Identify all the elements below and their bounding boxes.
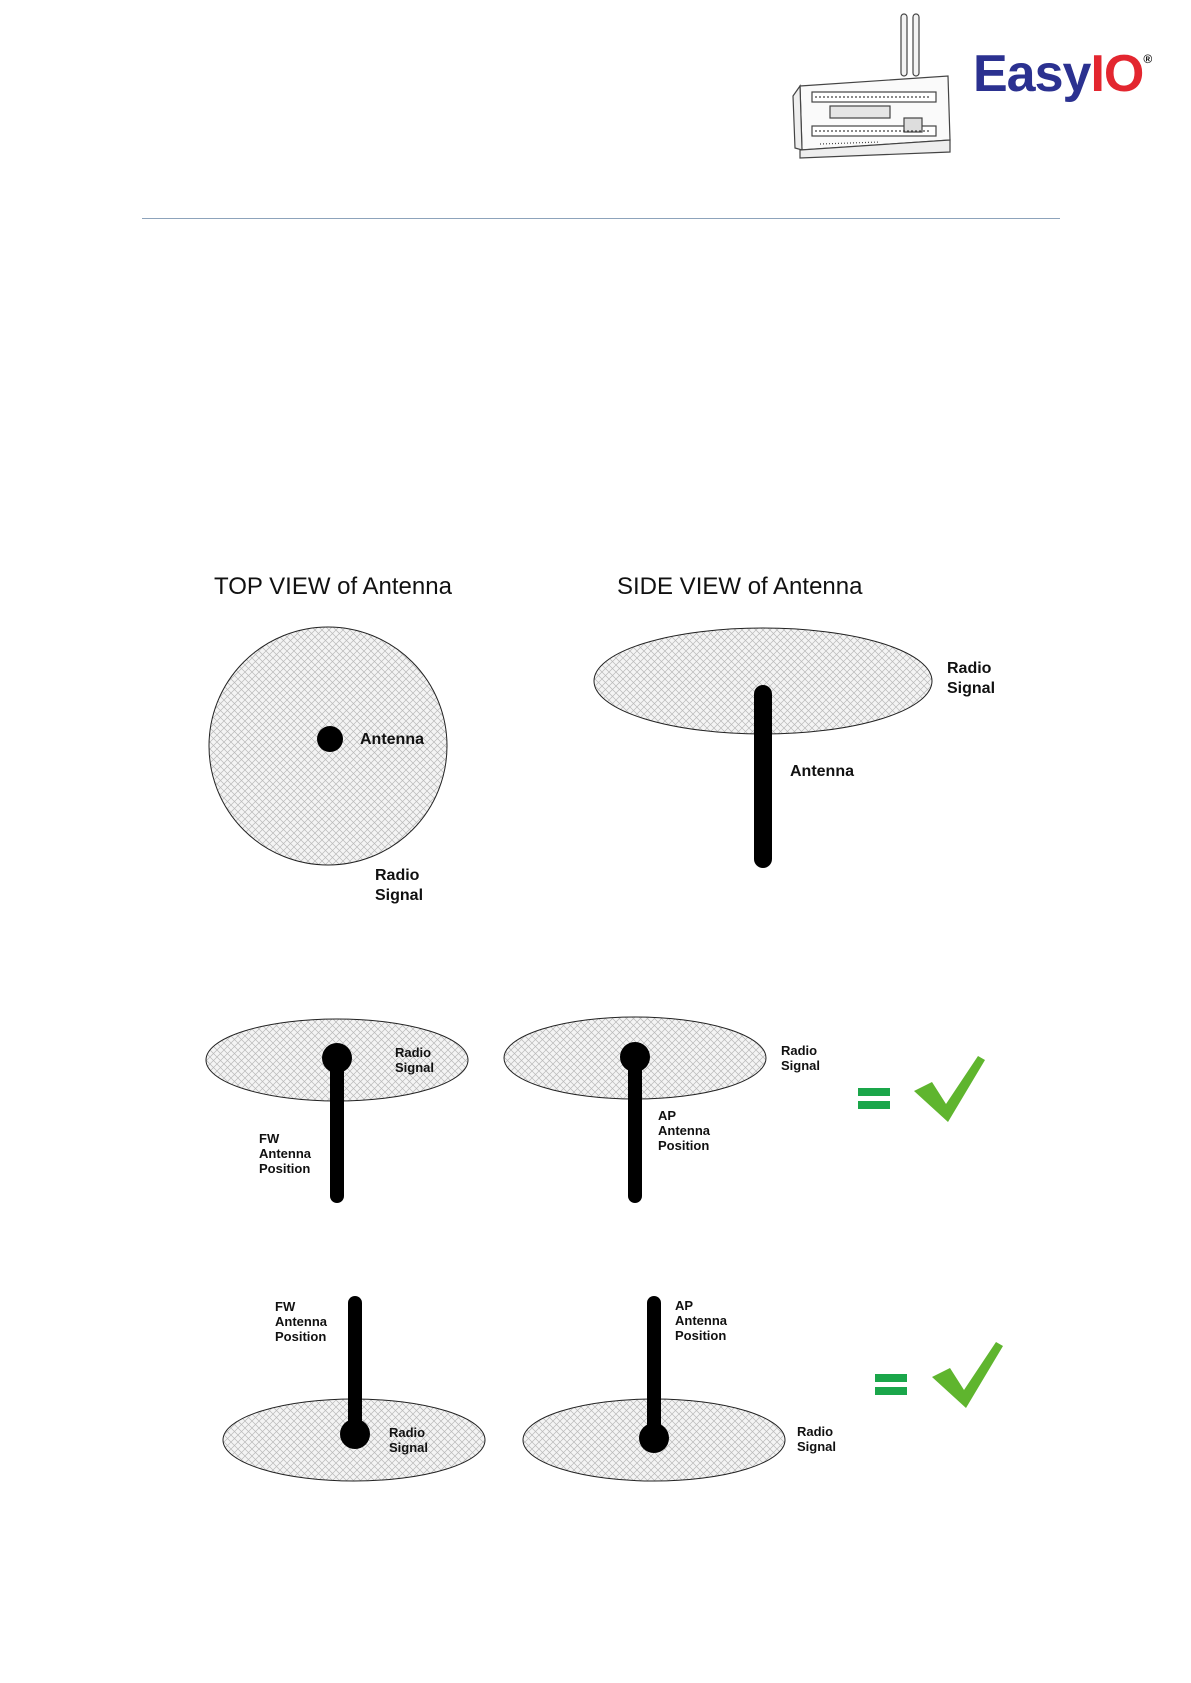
top-view-signal-label: Radio Signal bbox=[375, 867, 424, 904]
side-view-signal-label: Radio Signal bbox=[947, 660, 996, 697]
top-view-antenna-label: Antenna bbox=[360, 731, 424, 748]
row1-ap-antenna-label: AP Antenna Position bbox=[658, 1108, 710, 1153]
registered-mark: ® bbox=[1143, 52, 1152, 66]
row2-ap-antenna-tip bbox=[639, 1423, 669, 1453]
row2-ap-antenna-label: AP Antenna Position bbox=[675, 1298, 727, 1343]
row2-fw-signal-label: Radio Signal bbox=[389, 1425, 429, 1455]
side-view-antenna-label: Antenna bbox=[790, 763, 854, 780]
top-view-title: TOP VIEW of Antenna bbox=[214, 573, 452, 600]
brand-name-easy: Easy bbox=[973, 45, 1091, 103]
row1-fw-signal-label: Radio Signal bbox=[395, 1045, 435, 1075]
row2-equals-icon bbox=[875, 1374, 907, 1395]
top-view-antenna-dot bbox=[317, 726, 343, 752]
row1-fw-antenna-tip bbox=[322, 1043, 352, 1073]
side-view-title: SIDE VIEW of Antenna bbox=[617, 573, 863, 600]
row1-check-icon bbox=[914, 1056, 985, 1122]
row2-fw-antenna-tip bbox=[340, 1419, 370, 1449]
row2-fw-antenna-label: FW Antenna Position bbox=[275, 1299, 327, 1344]
row1-fw-antenna-label: FW Antenna Position bbox=[259, 1131, 311, 1176]
row1-ap-antenna-tip bbox=[620, 1042, 650, 1072]
row2-check-icon bbox=[932, 1342, 1003, 1408]
row1-ap-signal-label: Radio Signal bbox=[781, 1043, 821, 1073]
row2-ap-signal-label: Radio Signal bbox=[797, 1424, 837, 1454]
brand-name-io: IO bbox=[1090, 45, 1144, 103]
row1-equals-icon bbox=[858, 1088, 890, 1109]
